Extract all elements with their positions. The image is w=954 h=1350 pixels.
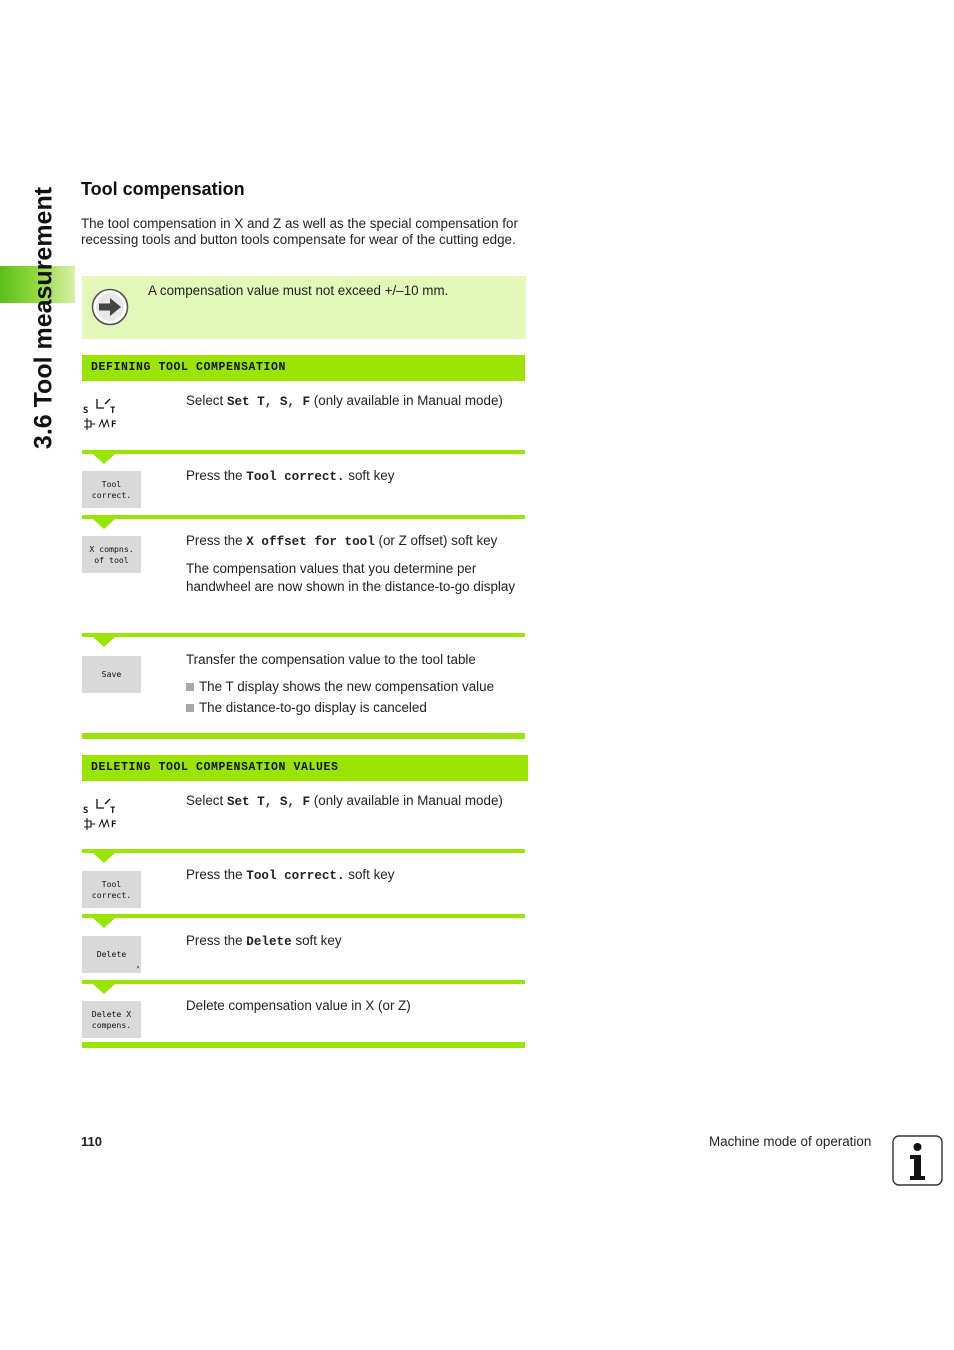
step-text: Select [186, 393, 227, 408]
step-text: soft key [344, 867, 395, 882]
step-text: Press the [186, 867, 247, 882]
step-text: Select [186, 793, 227, 808]
deleting-step-2-text [186, 866, 526, 885]
softkey-code: Set T, S, F [226, 395, 311, 409]
icon-label-t: T [110, 406, 116, 416]
step-text: Press the [186, 468, 247, 483]
x-compns-of-tool-softkey[interactable]: X compns. of tool [82, 536, 141, 573]
step-arrow-icon [93, 519, 115, 529]
step-arrow-icon [93, 853, 115, 863]
softkey-marker-icon: ⸗ [135, 963, 140, 971]
icon-label-s: S [83, 406, 89, 416]
step-text: soft key [344, 468, 395, 483]
defining-step-1-text [186, 392, 526, 411]
section-end-bar [82, 1042, 525, 1048]
step-separator [82, 849, 525, 853]
defining-step-2-text [186, 467, 526, 486]
step-text: (only available in Manual mode) [310, 393, 503, 408]
step-arrow-icon [93, 454, 115, 464]
deleting-step-3-text [186, 932, 526, 951]
set-t-s-f-icon[interactable] [81, 396, 121, 433]
step-text: Press the [186, 933, 247, 948]
bullet-square-icon [186, 704, 194, 712]
step-text: (only available in Manual mode) [310, 793, 503, 808]
step-paragraph: The compensation values that you determine per handwheel are now shown in the distance-to-go display [186, 561, 516, 594]
note-box [82, 276, 526, 339]
note-text: A compensation value must not exceed +/–10 mm. [148, 283, 449, 298]
softkey-code: Tool correct. [246, 869, 345, 883]
step-text: Transfer the compensation value to the tool table [186, 652, 476, 667]
footer-chapter: Machine mode of operation [709, 1134, 872, 1149]
bullet-square-icon [186, 683, 194, 691]
step-arrow-icon [93, 984, 115, 994]
tool-correct-softkey[interactable]: Tool correct. [82, 471, 141, 508]
softkey-code: Delete [246, 935, 292, 949]
step-separator [82, 914, 525, 918]
delete-x-compens-softkey[interactable]: Delete X compens. [82, 1001, 141, 1038]
deleting-step-1-text [186, 792, 526, 811]
icon-label-s: S [83, 806, 89, 816]
softkey-label: Delete [96, 949, 127, 959]
save-softkey[interactable]: Save [82, 656, 141, 693]
bullet-item [186, 699, 526, 717]
step-separator [82, 633, 525, 637]
chapter-side-title: 3.6 Tool measurement [29, 186, 58, 450]
softkey-code: X offset for tool [246, 535, 375, 549]
arrow-right-icon [91, 288, 129, 326]
step-text: (or Z offset) soft key [374, 533, 498, 548]
softkey-code: Tool correct. [246, 470, 345, 484]
step-text: Press the [186, 533, 247, 548]
bullet-text: The T display shows the new compensation value [199, 679, 495, 694]
icon-label-t: T [110, 806, 116, 816]
section-end-bar [82, 733, 525, 739]
step-separator [82, 980, 525, 984]
intro-paragraph: The tool compensation in X and Z as well as the special compensation for recessing tools and button tools compensate for wear of the cutting edge. [81, 216, 518, 247]
deleting-step-4-text: Delete compensation value in X (or Z) [186, 998, 411, 1013]
softkey-code: Set T, S, F [226, 795, 311, 809]
bullet-item [186, 678, 526, 696]
bullet-text: The distance-to-go display is canceled [199, 700, 427, 715]
section-title: Tool compensation [81, 179, 245, 199]
step-arrow-icon [93, 637, 115, 647]
icon-label-f: F [111, 820, 117, 830]
icon-label-f: F [111, 420, 117, 430]
set-t-s-f-icon[interactable] [81, 796, 121, 833]
defining-step-3-text [186, 532, 526, 596]
defining-step-4-text [186, 651, 526, 717]
defining-heading-bar: DEFINING TOOL COMPENSATION [82, 355, 525, 381]
deleting-heading-bar: DELETING TOOL COMPENSATION VALUES [82, 755, 528, 781]
info-icon [892, 1135, 944, 1187]
delete-softkey[interactable] [82, 936, 141, 973]
tool-correct-softkey[interactable]: Tool correct. [82, 871, 141, 908]
step-text: soft key [291, 933, 342, 948]
step-arrow-icon [93, 918, 115, 928]
step-separator [82, 450, 525, 454]
page-number: 110 [81, 1134, 102, 1149]
step-separator [82, 515, 525, 519]
